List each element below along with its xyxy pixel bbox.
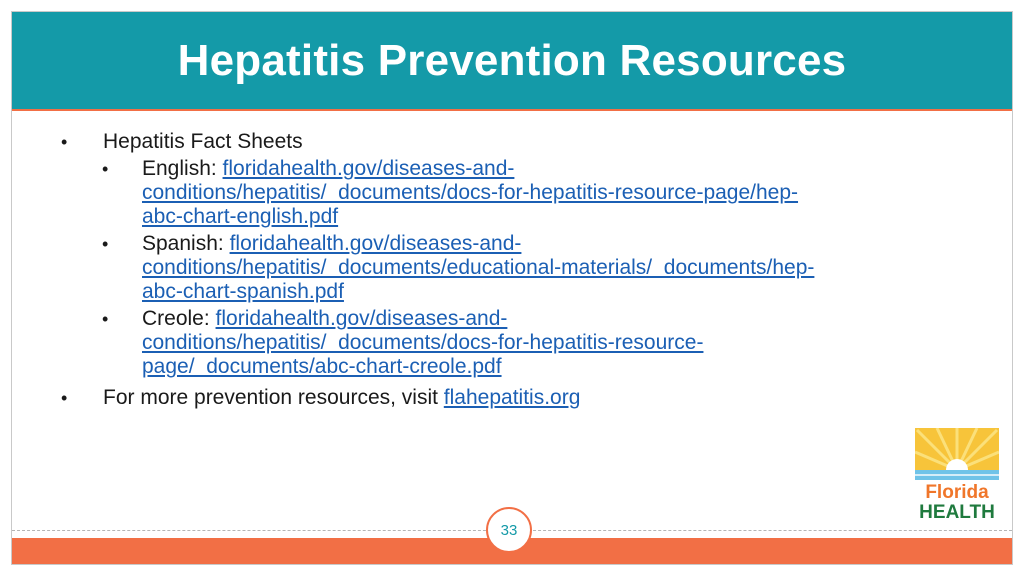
page-number-badge (486, 507, 532, 553)
bullet-fact-sheets (58, 130, 988, 154)
bullet-marker: • (61, 388, 68, 408)
link-line[interactable]: abc-chart-spanish.pdf (142, 280, 344, 303)
link-line[interactable]: conditions/hepatitis/_documents/docs-for-hepatitis-resource- (142, 331, 704, 354)
link-line[interactable]: floridahealth.gov/diseases-and- (215, 307, 508, 330)
sub-item-label: Creole: (142, 307, 216, 330)
slide-content (58, 130, 988, 410)
slide-title: Hepatitis Prevention Resources (177, 35, 847, 85)
title-bar (12, 12, 1012, 109)
sub-item-label: Spanish: (142, 232, 230, 255)
florida-health-logo (915, 428, 999, 522)
spanish-pdf-link[interactable] (142, 232, 814, 303)
link-line[interactable]: conditions/hepatitis/_documents/educational-materials/_documents/hep- (142, 256, 815, 279)
logo-text-health: HEALTH (919, 502, 995, 522)
page-number: 33 (500, 521, 518, 539)
spacer (58, 379, 988, 386)
logo-text-florida: Florida (925, 482, 989, 503)
title-accent-line (12, 109, 1012, 111)
bullet-more-resources (58, 386, 988, 410)
flahepatitis-link[interactable]: flahepatitis.org (443, 386, 581, 409)
sub-bullet-marker: • (102, 309, 109, 329)
sub-item-creole (58, 307, 988, 379)
english-pdf-link[interactable] (142, 157, 798, 228)
sub-item-english (58, 157, 988, 229)
sub-item-label: English: (142, 157, 223, 180)
sub-item-spanish (58, 232, 988, 304)
bullet-text: Hepatitis Fact Sheets (103, 130, 303, 153)
link-line[interactable]: page/_documents/abc-chart-creole.pdf (142, 355, 502, 378)
bullet-marker: • (61, 132, 68, 152)
link-line[interactable]: conditions/hepatitis/_documents/docs-for-hepatitis-resource-page/hep- (142, 181, 799, 204)
sub-bullet-marker: • (102, 234, 109, 254)
sub-bullet-marker: • (102, 159, 109, 179)
link-line[interactable]: abc-chart-english.pdf (142, 205, 339, 228)
link-line[interactable]: floridahealth.gov/diseases-and- (229, 232, 522, 255)
bullet-text: For more prevention resources, visit (103, 386, 444, 409)
link-line[interactable]: floridahealth.gov/diseases-and- (222, 157, 515, 180)
creole-pdf-link[interactable] (142, 307, 703, 378)
